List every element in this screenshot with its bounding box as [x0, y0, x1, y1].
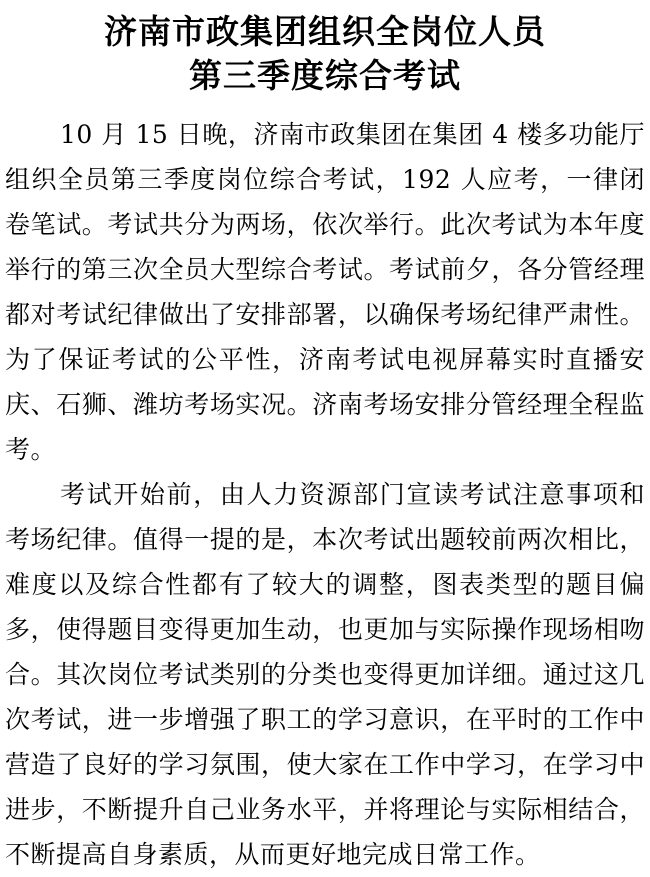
document-body: [5, 112, 645, 877]
document-title-line-1: 济南市政集团组织全岗位人员: [104, 12, 546, 51]
document-title-line-2: 第三季度综合考试: [189, 56, 461, 95]
document-title: [5, 10, 645, 98]
paragraph-2: 考试开始前，由人力资源部门宣读考试注意事项和考场纪律。值得一提的是，本次考试出题较前两次相比，难度以及综合性都有了较大的调整，图表类型的题目偏多，使得题目变得更加生动，也更加与实际操作现场相吻合。其次岗位考试类别的分类也变得更加详细。通过这几次考试，进一步增强了职工的学习意识，在平时的工作中营造了良好的学习氛围，使大家在工作中学习，在学习中进步，不断提升自己业务水平，并将理论与实际相结合，不断提高自身素质，从而更好地完成日常工作。: [5, 480, 645, 869]
paragraph-1: 10 月 15 日晚，济南市政集团在集团 4 楼多功能厅组织全员第三季度岗位综合考试，192 人应考，一律闭卷笔试。考试共分为两场，依次举行。此次考试为本年度举行的第三次全员大型综合考试。考试前夕，各分管经理都对考试纪律做出了安排部署，以确保考场纪律严肃性。为了保证考试的公平性，济南考试电视屏幕实时直播安庆、石狮、潍坊考场实况。济南考场安排分管经理全程监考。: [5, 120, 645, 464]
